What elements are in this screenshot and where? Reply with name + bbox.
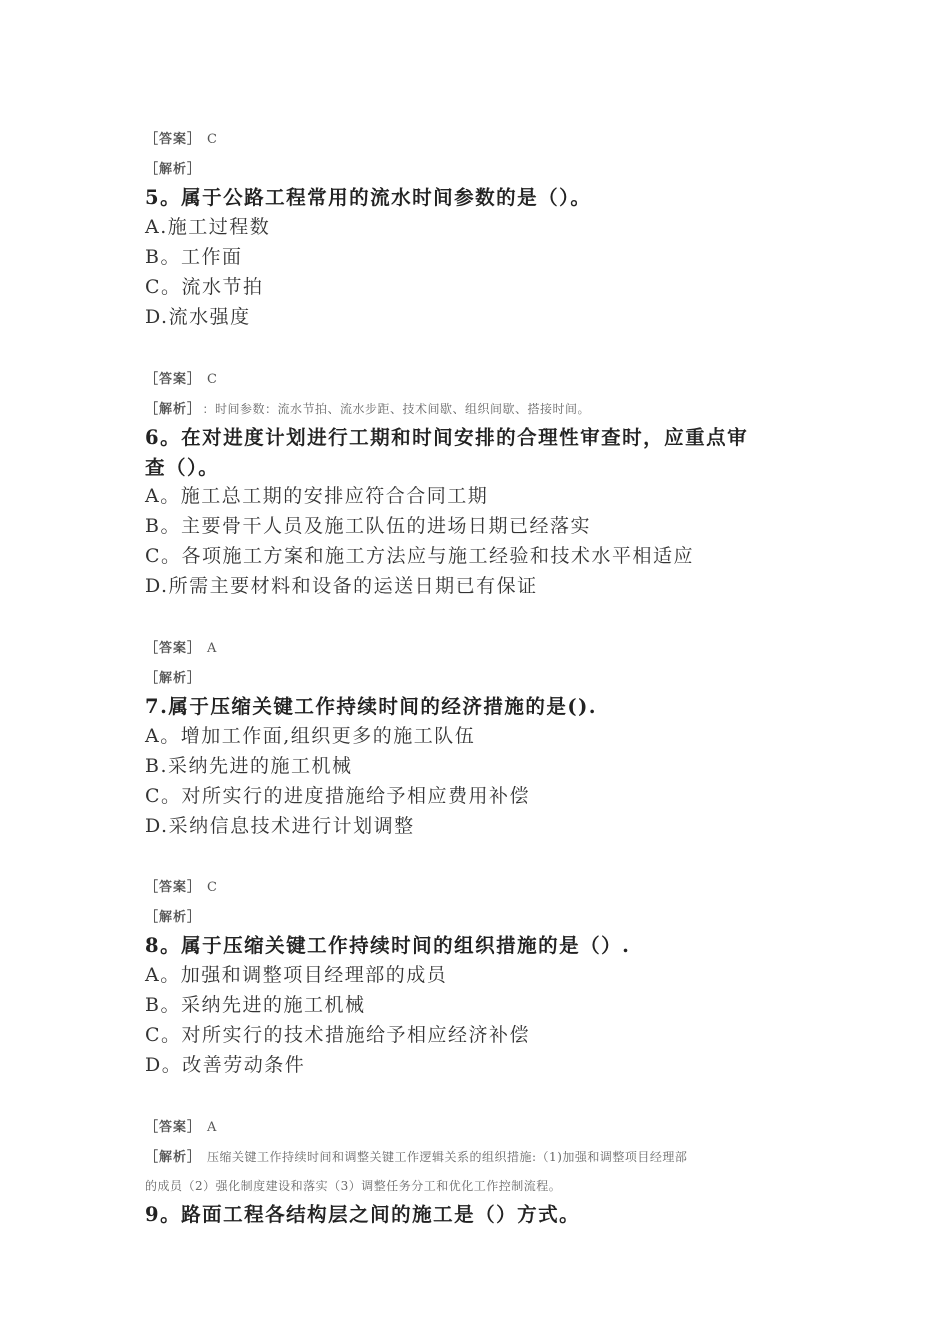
- explanation-label: ［解析］: [145, 162, 202, 177]
- explanation-line: [145, 1146, 687, 1165]
- option-a: A。增加工作面,组织更多的施工队伍: [145, 725, 476, 747]
- explanation-line: [145, 667, 201, 686]
- option-b: B.采纳先进的施工机械: [145, 755, 353, 777]
- answer-line: [145, 637, 217, 656]
- option-c: C。各项施工方案和施工方法应与施工经验和技术水平相适应: [145, 545, 695, 567]
- explanation-line: [145, 398, 590, 417]
- answer-line: [145, 876, 218, 895]
- option-c: C。流水节拍: [145, 276, 264, 298]
- option-c: C。对所实行的技术措施给予相应经济补偿: [145, 1024, 531, 1046]
- option-b: B。采纳先进的施工机械: [145, 994, 366, 1016]
- option-d: D.所需主要材料和设备的运送日期已有保证: [145, 575, 538, 597]
- explanation-label: ［解析］: [145, 671, 202, 686]
- option-a: A。加强和调整项目经理部的成员: [145, 964, 448, 986]
- question-7: 7.属于压缩关键工作持续时间的经济措施的是().: [145, 695, 598, 718]
- option-d: D.采纳信息技术进行计划调整: [145, 815, 415, 837]
- explanation-text: 压缩关键工作持续时间和调整关键工作逻辑关系的组织措施:（1)加强和调整项目经理部: [207, 1150, 688, 1164]
- option-a: A。施工总工期的安排应符合合同工期: [145, 485, 489, 507]
- question-5: 5。属于公路工程常用的流水时间参数的是（）。: [145, 186, 592, 209]
- explanation-line: [145, 158, 201, 177]
- option-d: D.流水强度: [145, 306, 251, 328]
- question-6-line1: 6。在对进度计划进行工期和时间安排的合理性审查时，应重点审: [145, 426, 749, 449]
- answer-line: [145, 368, 218, 387]
- answer-label: ［答案］: [145, 372, 202, 387]
- answer-value: A: [207, 1120, 218, 1135]
- question-9: 9。路面工程各结构层之间的施工是（）方式。: [145, 1203, 581, 1226]
- explanation-text-continued: 的成员（2）强化制度建设和落实（3）调整任务分工和优化工作控制流程。: [145, 1179, 562, 1193]
- answer-value: C: [207, 132, 218, 147]
- explanation-line: [145, 906, 201, 925]
- answer-label: ［答案］: [145, 132, 202, 147]
- answer-line: [145, 128, 218, 147]
- answer-value: A: [207, 641, 218, 656]
- question-8: 8。属于压缩关键工作持续时间的组织措施的是（）.: [145, 934, 631, 957]
- answer-label: ［答案］: [145, 1120, 202, 1135]
- answer-value: C: [207, 372, 218, 387]
- option-a: A.施工过程数: [145, 216, 271, 238]
- explanation-label: ［解析］: [145, 402, 195, 417]
- answer-label: ［答案］: [145, 880, 202, 895]
- explanation-label: ［解析］: [145, 1150, 202, 1165]
- answer-value: C: [207, 880, 218, 895]
- answer-label: ［答案］: [145, 641, 202, 656]
- explanation-label: ［解析］: [145, 910, 202, 925]
- option-b: B。工作面: [145, 246, 243, 268]
- option-d: D。改善劳动条件: [145, 1054, 306, 1076]
- option-c: C。对所实行的进度措施给予相应费用补偿: [145, 785, 531, 807]
- question-6-line2: 查（）。: [145, 456, 220, 479]
- option-b: B。主要骨干人员及施工队伍的进场日期已经落实: [145, 515, 591, 537]
- explanation-text: ：时间参数：流水节拍、流水步距、技术间歇、组织间歇、搭接时间。: [202, 402, 591, 416]
- answer-line: [145, 1116, 217, 1135]
